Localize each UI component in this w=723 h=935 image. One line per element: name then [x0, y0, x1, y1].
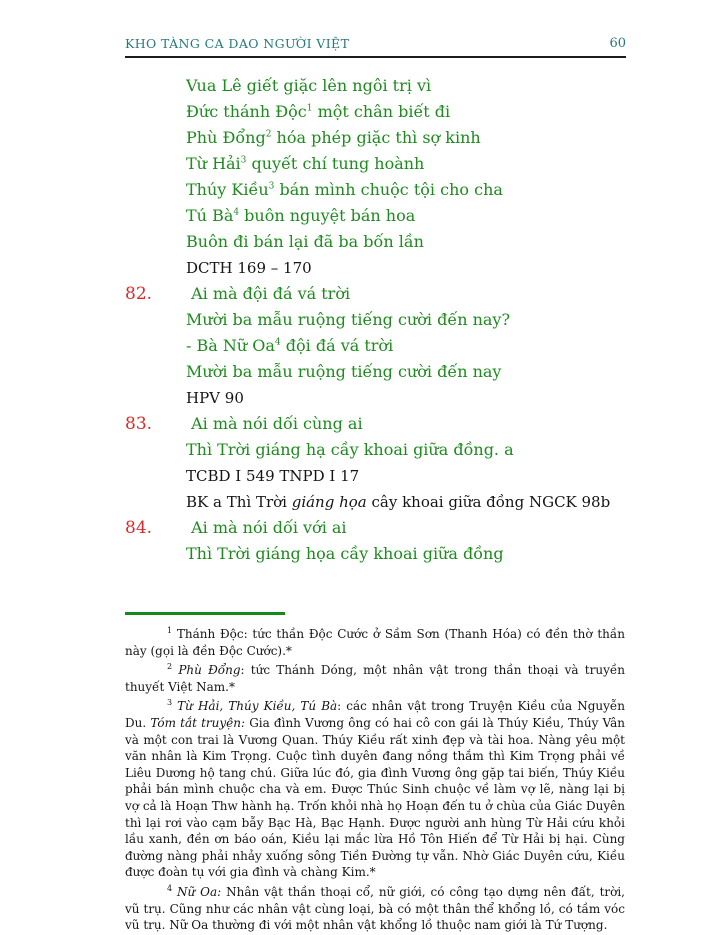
text-segment: bán mình chuộc tội cho cha [274, 180, 503, 199]
text-segment: Vua Lê giết giặc lên ngôi trị vì [186, 76, 432, 95]
verse-line [186, 99, 683, 125]
text-segment: Đức thánh Độc [186, 102, 307, 121]
text-segment: TCBD I 549 TNPD I 17 [186, 467, 360, 485]
verse-area [125, 73, 683, 567]
text-segment: DCTH 169 – 170 [186, 259, 312, 277]
text-segment: buôn nguyệt bán hoa [239, 206, 416, 225]
text-segment: Ai mà nói dối cùng ai [186, 414, 363, 433]
text-segment: Thì Trời giáng họa cầy khoai giữa đồng [186, 544, 504, 563]
footnote-list [125, 626, 625, 934]
text-segment: Tú Bà [186, 206, 234, 225]
footnote-reference-mark: 4 [274, 337, 281, 348]
text-segment: hóa phép giặc thì sợ kinh [271, 128, 481, 147]
verse-line [186, 229, 683, 255]
verse-line [186, 177, 683, 203]
footnote-reference-mark: 2 [265, 129, 272, 140]
footnote-marker: 3 [167, 698, 173, 708]
text-segment: Mười ba mẫu ruộng tiếng cười đến nay [186, 362, 502, 381]
footnote [125, 884, 625, 934]
footnote [125, 698, 625, 881]
text-segment: Phù Đổng [178, 663, 241, 678]
source-reference-line [186, 255, 683, 281]
header-page-number: 60 [609, 36, 626, 51]
text-segment: Nhân vật thần thoại cổ, nữ giới, có công tạo dựng nên đất, trời, vũ trụ. Cũng như các nhân vật cùng loại, bà có một thân thể khổng lồ, có tầm vóc vũ trụ. Nữ Oa thường đi với một nhân vật khổng lồ thuộc nam giới là Tứ Tượng. [125, 884, 625, 933]
entry-lines [186, 281, 683, 411]
verse-line [186, 281, 683, 307]
footnote [125, 662, 625, 695]
verse-line [186, 73, 683, 99]
text-segment: HPV 90 [186, 389, 244, 407]
text-segment: Buôn đi bán lại đã ba bốn lần [186, 232, 424, 251]
text-segment: Từ Hải [186, 154, 241, 173]
ca-dao-entry [125, 281, 683, 411]
entry-lines [186, 515, 683, 567]
entry-number: 84. [125, 518, 153, 538]
verse-line [186, 307, 683, 333]
ca-dao-entry [125, 411, 683, 515]
page-header [125, 36, 626, 58]
text-segment: Thánh Độc: tức thần Độc Cước ở Sầm Sơn (Thanh Hóa) có đền thờ thần này (gọi là đền Độc Cước).* [125, 627, 625, 658]
text-segment: BK a Thì Trời [186, 493, 292, 511]
footnote-marker: 4 [167, 883, 173, 893]
text-segment: - Bà Nữ Oa [186, 336, 275, 355]
text-segment: Ai mà nói dối với ai [186, 518, 347, 537]
text-segment: : các nhân vật trong Truyện Kiều của Nguyễn Du. [125, 699, 626, 730]
text-segment: Phù Đổng [186, 128, 266, 147]
text-segment: Từ Hải, Thúy Kiều, Tú Bà [177, 699, 338, 714]
text-segment: Thúy Kiều [186, 180, 269, 199]
text-segment: quyết chí tung hoành [246, 154, 425, 173]
source-reference-line [186, 385, 683, 411]
verse-line [186, 333, 683, 359]
ca-dao-entry [125, 515, 683, 567]
source-reference-line [186, 489, 683, 515]
footnote-reference-mark: 4 [233, 207, 240, 218]
text-segment: một chân biết đi [312, 102, 451, 121]
footnote [125, 626, 625, 659]
verse-line [186, 541, 683, 567]
ca-dao-entry [125, 73, 683, 281]
text-segment: Ai mà đội đá vá trời [186, 284, 351, 303]
text-segment: Tóm tắt truyện: [150, 715, 246, 730]
text-segment: cây khoai giữa đồng NGCK 98b [366, 493, 611, 511]
text-segment: Nữ Oa: [177, 884, 222, 899]
entry-number: 82. [125, 284, 153, 304]
header-title: KHO TÀNG CA DAO NGƯỜI VIỆT [125, 36, 350, 51]
text-segment: Gia đình Vương ông có hai cô con gái là Thúy Kiều, Thúy Vân và một con trai là Vương Quan. Thúy Kiều rất xinh đẹp và tài hoa. Nàng yêu một văn nhân là Kim Trọng. Cuộc tình duyên đang nồng thắm thì Kim Trọng phải về Liêu Dương hộ tang chú. Giữa lúc đó, gia đình Vương ông gặp tai biến, Thúy Kiều phải bán mình chuộc cha và em. Được Thúc Sinh chuộc về làm vợ lẽ, nàng lại bị vợ cả là Hoạn Thw hành hạ. Trốn khỏi nhà họ Hoạn đến tu ở chùa của Giác Duyên thì lại rơi vào cạm bẫy Bạc Hà, Bạc Hạnh. Được người anh hùng Từ Hải cứu khỏi lầu xanh, đền ơn báo oán, Kiều lại mắc lừa Hồ Tôn Hiến để Từ Hải bị hại. Cùng đường nàng phải nhảy xuống sông Tiền Đường tự vẫn. Nhờ Giác Duyên cứu, Kiều được đoàn tụ với gia đình và chàng Kim.* [125, 715, 625, 880]
footnote-separator [125, 612, 285, 615]
verse-line [186, 203, 683, 229]
entry-lines [186, 73, 683, 281]
footnote-reference-mark: 1 [306, 103, 313, 114]
text-segment: Thì Trời giáng hạ cầy khoai giữa đồng. a [186, 440, 514, 459]
verse-line [186, 515, 683, 541]
verse-line [186, 437, 683, 463]
text-segment: đội đá vá trời [280, 336, 394, 355]
entry-number: 83. [125, 414, 153, 434]
footnote-reference-mark: 3 [240, 155, 247, 166]
source-reference-line [186, 463, 683, 489]
footnote-area [125, 612, 625, 935]
footnote-marker: 1 [167, 626, 173, 635]
text-segment: giáng họa [291, 493, 367, 511]
verse-line [186, 359, 683, 385]
text-segment: Mười ba mẫu ruộng tiếng cười đến nay? [186, 310, 511, 329]
verse-line [186, 125, 683, 151]
footnote-reference-mark: 3 [268, 181, 275, 192]
verse-line [186, 151, 683, 177]
entry-lines [186, 411, 683, 515]
text-segment: : tức Thánh Dóng, một nhân vật trong thần thoại và truyền thuyết Việt Nam.* [125, 663, 625, 694]
footnote-marker: 2 [167, 662, 173, 672]
verse-line [186, 411, 683, 437]
